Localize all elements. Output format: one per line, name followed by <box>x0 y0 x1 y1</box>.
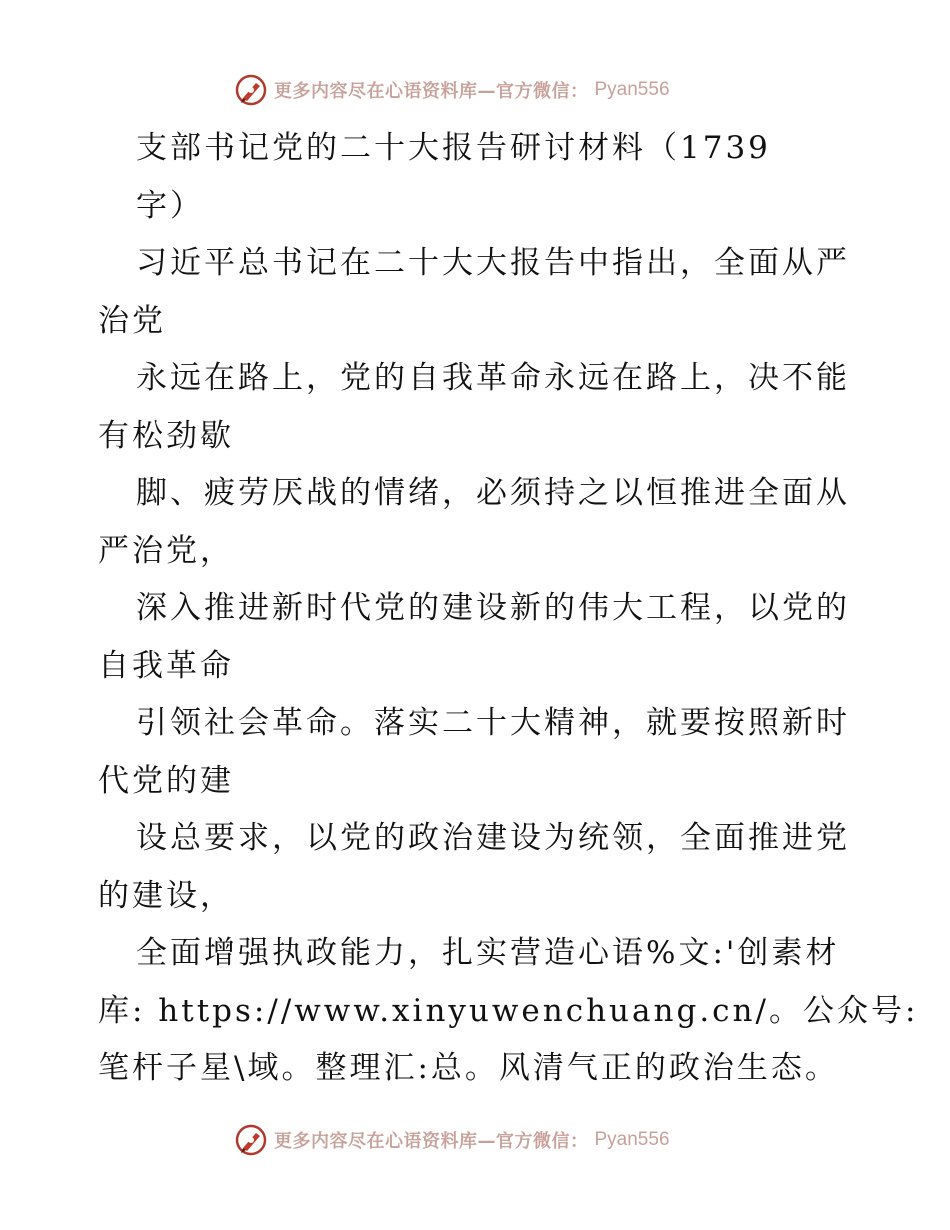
text-line: 的建设， <box>98 877 234 914</box>
text-line: 治党 <box>98 302 166 339</box>
text-line: 全面增强执政能力，扎实营造心语%文:'创素材 <box>136 935 840 971</box>
text-line: 永远在路上，党的自我革命永远在路上，决不能 <box>136 360 850 396</box>
text-line: 严治党， <box>98 532 234 569</box>
header-watermark-banner <box>234 72 670 108</box>
text-line: 引领社会革命。落实二十大精神，就要按照新时 <box>136 705 850 741</box>
pen-logo-icon <box>234 73 268 107</box>
watermark-text: 更多内容尽在心语资料库—官方微信： <box>274 1131 589 1152</box>
text-line: 支部书记党的二十大报告研讨材料（1739 <box>136 130 771 166</box>
text-line: 代党的建 <box>98 762 234 799</box>
footer-watermark-banner <box>234 1122 670 1158</box>
text-line: 库: https://www.xinyuwenchuang.cn/。公众号: <box>98 992 919 1029</box>
text-line: 有松劲歇 <box>98 417 234 454</box>
document-body <box>98 120 919 1098</box>
watermark-text: 更多内容尽在心语资料库—官方微信： <box>274 81 589 102</box>
pen-logo-icon <box>234 1123 268 1157</box>
text-line: 脚、疲劳厌战的情绪，必须持之以恒推进全面从 <box>136 475 850 511</box>
watermark-wechat-id: Pyan556 <box>594 1129 670 1150</box>
text-line: 深入推进新时代党的建设新的伟大工程，以党的 <box>136 590 850 626</box>
text-line: 设总要求，以党的政治建设为统领，全面推进党 <box>136 820 850 856</box>
text-line: 字） <box>136 187 204 224</box>
text-line: 习近平总书记在二十大大报告中指出，全面从严 <box>136 245 850 281</box>
text-line: 自我革命 <box>98 647 234 684</box>
watermark-wechat-id: Pyan556 <box>594 79 670 100</box>
text-line: 笔杆子星\域。整理汇:总。风清气正的政治生态。 <box>98 1050 839 1086</box>
